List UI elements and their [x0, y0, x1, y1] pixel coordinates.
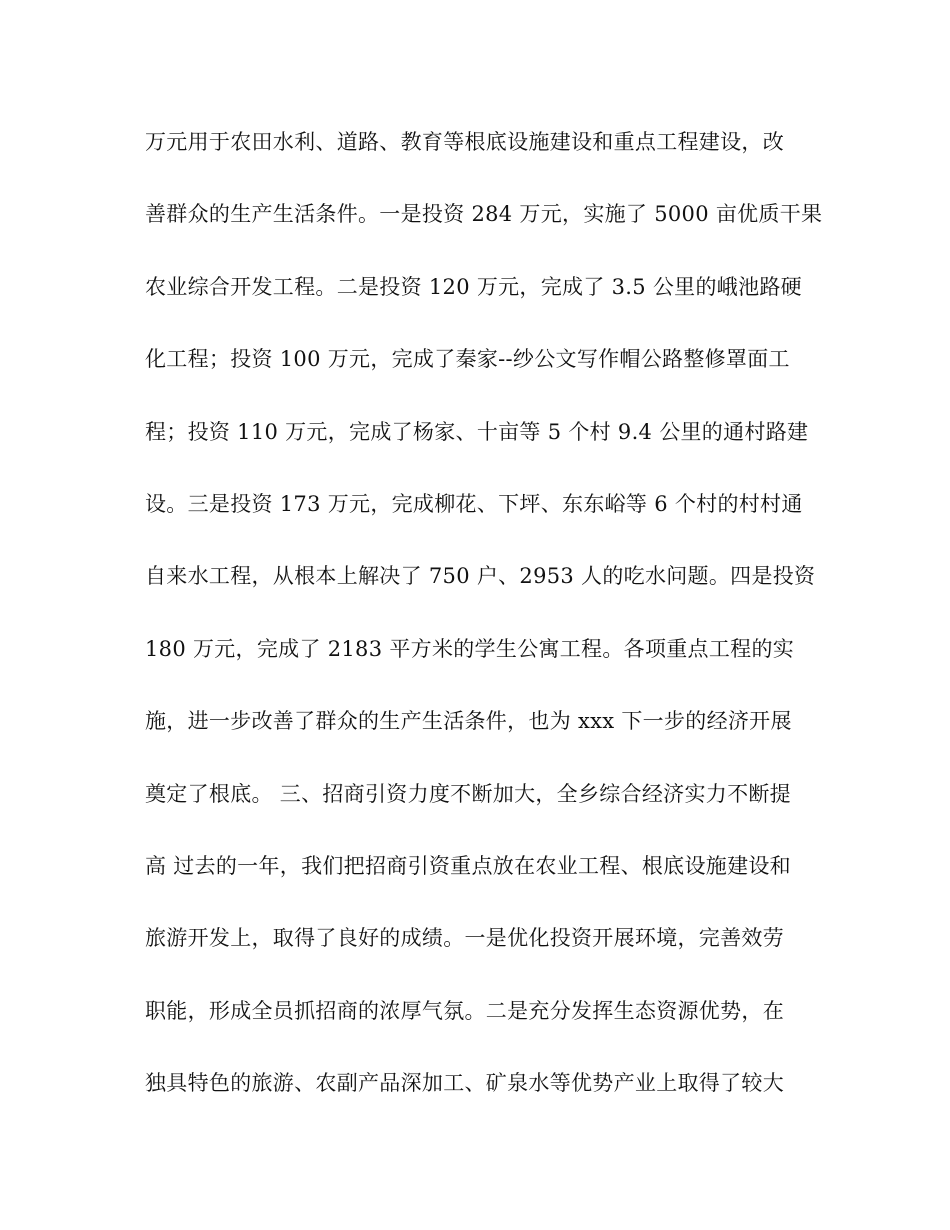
text-line: 独具特色的旅游、农副产品深加工、矿泉水等优势产业上取得了较大	[145, 1071, 784, 1096]
text-line: 自来水工程，从根本上解决了 750 户、2953 人的吃水问题。四是投资	[145, 564, 816, 589]
text-line: 施，进一步改善了群众的生产生活条件，也为 xxx 下一步的经济开展	[145, 709, 792, 734]
document-body-text	[145, 118, 823, 1131]
text-line: 万元用于农田水利、道路、教育等根底设施建设和重点工程建设，改	[145, 130, 784, 154]
text-line: 高 过去的一年，我们把招商引资重点放在农业工程、根底设施建设和	[145, 853, 791, 878]
text-line: 旅游开发上，取得了良好的成绩。一是优化投资开展环境，完善效劳	[145, 926, 784, 951]
text-line: 化工程；投资 100 万元，完成了秦家--纱公文写作帽公路整修罩面工	[145, 347, 790, 372]
text-line: 设。三是投资 173 万元，完成柳花、下坪、东东峪等 6 个村的村村通	[145, 491, 803, 516]
text-line: 善群众的生产生活条件。一是投资 284 万元，实施了 5000 亩优质干果	[145, 202, 823, 227]
text-line: 职能，形成全员抓招商的浓厚气氛。二是充分发挥生态资源优势，在	[145, 998, 784, 1023]
text-line: 农业综合开发工程。二是投资 120 万元，完成了 3.5 公里的峨池路硬	[145, 274, 802, 299]
text-line: 奠定了根底。 三、招商引资力度不断加大，全乡综合经济实力不断提	[145, 781, 791, 806]
text-line: 程；投资 110 万元，完成了杨家、十亩等 5 个村 9.4 公里的通村路建	[145, 419, 809, 444]
text-line: 180 万元，完成了 2183 平方米的学生公寓工程。各项重点工程的实	[145, 636, 795, 661]
